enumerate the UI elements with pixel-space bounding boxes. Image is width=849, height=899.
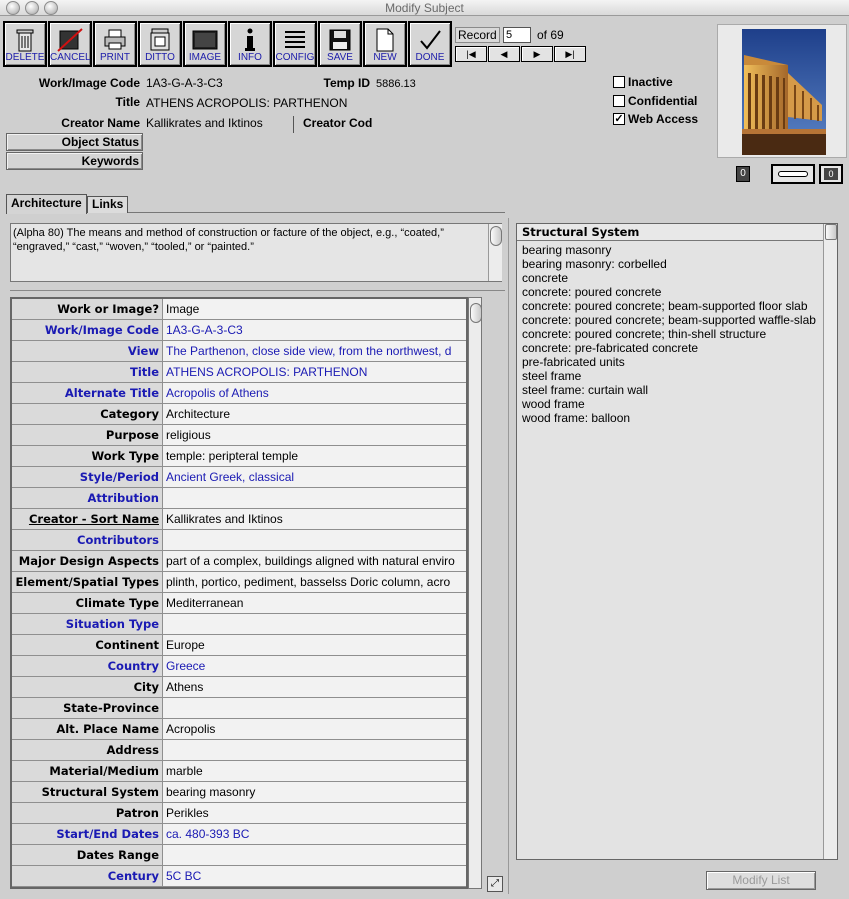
new-label: NEW: [373, 52, 397, 63]
title-label: Title: [115, 95, 140, 109]
web-access-check-box[interactable]: ✓: [614, 113, 624, 125]
field-label[interactable]: Alternate Title: [12, 383, 163, 403]
field-value[interactable]: Acropolis: [163, 719, 468, 739]
table-row: [12, 740, 468, 761]
tab-baseline: [87, 212, 505, 213]
field-value[interactable]: 5C BC: [163, 866, 468, 886]
field-label: Alt. Place Name: [12, 719, 163, 739]
image-preview[interactable]: [717, 24, 847, 158]
last-record-button[interactable]: [554, 46, 586, 62]
pane-divider: [508, 218, 509, 894]
floppy-icon: [320, 27, 360, 53]
list-item[interactable]: wood frame: [522, 397, 585, 411]
field-label[interactable]: Country: [12, 656, 163, 676]
creator-name-label: Creator Name: [61, 116, 140, 130]
new-document-icon: [365, 27, 405, 53]
ditto-button[interactable]: [138, 21, 182, 67]
list-scroll-thumb[interactable]: [825, 224, 837, 240]
config-button[interactable]: [273, 21, 317, 67]
web-access-checkbox[interactable]: [613, 112, 698, 126]
info-icon: [230, 27, 270, 53]
field-table-scrollbar[interactable]: [468, 297, 482, 889]
table-row: [12, 803, 468, 824]
description-scrollbar[interactable]: [488, 224, 502, 281]
first-record-button[interactable]: [455, 46, 487, 62]
save-label: SAVE: [327, 52, 353, 63]
list-item[interactable]: bearing masonry: [522, 243, 612, 257]
table-row: [12, 404, 468, 425]
field-value[interactable]: Europe: [163, 635, 468, 655]
field-label[interactable]: Century: [12, 866, 163, 886]
table-row: [12, 341, 468, 362]
field-label[interactable]: Contributors: [12, 530, 163, 550]
temp-id-value: 5886.13: [376, 78, 416, 90]
save-button[interactable]: [318, 21, 362, 67]
section-divider: [10, 290, 505, 291]
trash-icon: [5, 27, 45, 53]
work-code-label: Work/Image Code: [38, 76, 140, 90]
keywords-button[interactable]: Keywords: [6, 152, 143, 170]
field-value[interactable]: Acropolis of Athens: [163, 383, 468, 403]
field-value[interactable]: Athens: [163, 677, 468, 697]
object-status-button[interactable]: Object Status: [6, 133, 143, 151]
field-label: Work Type: [12, 446, 163, 466]
table-row: [12, 467, 468, 488]
parthenon-thumbnail: [718, 25, 848, 159]
next-icon: ▶: [533, 48, 541, 59]
delete-label: DELETE: [5, 52, 45, 63]
field-label: Material/Medium: [12, 761, 163, 781]
table-row: [12, 719, 468, 740]
confidential-check-box[interactable]: [613, 95, 625, 107]
creator-code-label: Creator Cod: [303, 116, 373, 130]
field-table: [10, 297, 468, 889]
table-row: [12, 635, 468, 656]
field-value[interactable]: [163, 845, 468, 865]
list-item[interactable]: steel frame: curtain wall: [522, 383, 649, 397]
record-count: of 69: [537, 28, 564, 42]
table-row: [12, 320, 468, 341]
field-label[interactable]: Start/End Dates: [12, 824, 163, 844]
table-row: [12, 551, 468, 572]
new-button[interactable]: [363, 21, 407, 67]
list-scrollbar[interactable]: [823, 224, 837, 859]
description-scroll-thumb[interactable]: [490, 226, 502, 246]
field-value[interactable]: [163, 698, 468, 718]
record-number-input[interactable]: [503, 27, 531, 43]
cancel-icon: [50, 27, 90, 53]
list-item[interactable]: concrete: poured concrete; beam-supported waffle-slab: [522, 313, 816, 327]
table-row: [12, 488, 468, 509]
field-value[interactable]: Image: [163, 299, 468, 319]
web-access-label: Web Access: [628, 112, 699, 126]
structural-system-list: [516, 223, 838, 860]
done-button[interactable]: [408, 21, 452, 67]
field-value[interactable]: Mediterranean: [163, 593, 468, 613]
title-value: ATHENS ACROPOLIS: PARTHENON: [146, 96, 348, 110]
field-label: Purpose: [12, 425, 163, 445]
field-value[interactable]: part of a complex, buildings aligned with natural enviro: [163, 551, 468, 571]
record-label: Record: [455, 27, 500, 43]
list-item[interactable]: concrete: poured concrete; thin-shell structure: [522, 327, 767, 341]
table-row: [12, 866, 468, 887]
field-value[interactable]: ca. 480-393 BC: [163, 824, 468, 844]
creator-name-value: Kallikrates and Iktinos: [146, 116, 263, 130]
delete-button[interactable]: [3, 21, 47, 67]
tab-links[interactable]: Links: [87, 196, 128, 213]
list-header: Structural System: [517, 224, 823, 241]
table-row: [12, 782, 468, 803]
confidential-label: Confidential: [628, 94, 698, 108]
ditto-label: DITTO: [145, 52, 175, 63]
field-value[interactable]: bearing masonry: [163, 782, 468, 802]
field-label: Element/Spatial Types: [12, 572, 163, 592]
field-value[interactable]: Kallikrates and Iktinos: [163, 509, 468, 529]
field-value[interactable]: [163, 614, 468, 634]
temp-id-label: Temp ID: [323, 76, 370, 90]
work-code-value: 1A3-G-A-3-C3: [146, 76, 223, 90]
window-title: Modify Subject: [385, 1, 464, 15]
slider-icon: [778, 171, 808, 177]
inactive-checkbox[interactable]: [613, 75, 673, 89]
field-value[interactable]: Perikles: [163, 803, 468, 823]
printer-icon: [95, 27, 135, 53]
field-description: [10, 223, 502, 282]
config-icon: [275, 27, 315, 53]
table-row: [12, 761, 468, 782]
field-label[interactable]: Work/Image Code: [12, 320, 163, 340]
image-icon: [185, 27, 225, 53]
field-value[interactable]: religious: [163, 425, 468, 445]
print-label: PRINT: [100, 52, 130, 63]
table-row: [12, 446, 468, 467]
field-value[interactable]: [163, 530, 468, 550]
table-row: [12, 593, 468, 614]
list-item[interactable]: steel frame: [522, 369, 582, 383]
table-row: [12, 509, 468, 530]
checkmark-icon: [410, 27, 450, 53]
field-label[interactable]: Situation Type: [12, 614, 163, 634]
field-label: Continent: [12, 635, 163, 655]
list-item[interactable]: pre-fabricated units: [522, 355, 625, 369]
table-row: [12, 845, 468, 866]
table-row: [12, 362, 468, 383]
list-item[interactable]: wood frame: balloon: [522, 411, 631, 425]
field-value[interactable]: [163, 488, 468, 508]
table-row: [12, 572, 468, 593]
table-row: [12, 530, 468, 551]
field-label: State-Province: [12, 698, 163, 718]
list-items: [522, 243, 822, 425]
field-label[interactable]: Title: [12, 362, 163, 382]
last-icon: ▶|: [565, 48, 575, 59]
field-label: Address: [12, 740, 163, 760]
cancel-button[interactable]: [48, 21, 92, 67]
toolbar: [3, 21, 453, 67]
field-value[interactable]: marble: [163, 761, 468, 781]
list-item[interactable]: bearing masonry: corbelled: [522, 257, 667, 271]
table-row: [12, 677, 468, 698]
preview-counter-left: 0: [736, 166, 750, 182]
field-value[interactable]: Architecture: [163, 404, 468, 424]
table-row: [12, 656, 468, 677]
field-label: City: [12, 677, 163, 697]
inactive-label: Inactive: [628, 75, 673, 89]
field-label: Major Design Aspects: [12, 551, 163, 571]
field-table-scroll-thumb[interactable]: [470, 303, 482, 323]
image-label: IMAGE: [188, 52, 222, 63]
preview-slider-button[interactable]: [771, 164, 815, 184]
info-label: INFO: [238, 52, 262, 63]
field-value[interactable]: temple: peripteral temple: [163, 446, 468, 466]
previous-icon: ◀: [500, 48, 508, 59]
field-label: Structural System: [12, 782, 163, 802]
title-bar: [0, 0, 849, 16]
previous-record-button[interactable]: [488, 46, 520, 62]
list-item[interactable]: concrete: pre-fabricated concrete: [522, 341, 699, 355]
table-row: [12, 824, 468, 845]
config-label: CONFIG: [275, 52, 315, 63]
list-item[interactable]: concrete: poured concrete: [522, 285, 662, 299]
tab-architecture[interactable]: Architecture: [6, 194, 87, 214]
description-text: (Alpha 80) The means and method of construction or facture of the object, e.g., “coated,” “engraved,” “cast,” “woven,” “tooled,” or “painted.”: [13, 227, 444, 253]
field-label: Category: [12, 404, 163, 424]
table-row: [12, 614, 468, 635]
inactive-check-box[interactable]: [613, 76, 625, 88]
cancel-label: CANCEL: [50, 52, 91, 63]
field-value[interactable]: Ancient Greek, classical: [163, 467, 468, 487]
print-button[interactable]: [93, 21, 137, 67]
field-label[interactable]: Style/Period: [12, 467, 163, 487]
preview-counter-right-button[interactable]: [819, 164, 843, 184]
info-button[interactable]: [228, 21, 272, 67]
field-value[interactable]: plinth, portico, pediment, basselss Doric column, acro: [163, 572, 468, 592]
modify-list-button[interactable]: Modify List: [706, 871, 816, 890]
field-label[interactable]: Attribution: [12, 488, 163, 508]
table-row: [12, 698, 468, 719]
table-row: [12, 425, 468, 446]
preview-counter-right: 0: [824, 168, 838, 180]
done-label: DONE: [415, 52, 445, 63]
list-item[interactable]: concrete: [522, 271, 569, 285]
list-item[interactable]: concrete: poured concrete; beam-supported floor slab: [522, 299, 808, 313]
table-row: [12, 299, 468, 320]
field-value[interactable]: Greece: [163, 656, 468, 676]
field-label: Climate Type: [12, 593, 163, 613]
field-value[interactable]: 1A3-G-A-3-C3: [163, 320, 468, 340]
image-button[interactable]: [183, 21, 227, 67]
first-icon: |◀: [466, 48, 476, 59]
field-label: Creator - Sort Name: [12, 509, 163, 529]
field-value[interactable]: [163, 740, 468, 760]
header-divider: [293, 116, 294, 133]
field-label[interactable]: View: [12, 341, 163, 361]
ditto-icon: [140, 27, 180, 53]
resize-icon[interactable]: ⤢: [487, 876, 503, 892]
table-row: [12, 383, 468, 404]
field-label: Work or Image?: [12, 299, 163, 319]
field-value[interactable]: ATHENS ACROPOLIS: PARTHENON: [163, 362, 468, 382]
confidential-checkbox[interactable]: [613, 94, 697, 108]
field-label: Dates Range: [12, 845, 163, 865]
field-value[interactable]: The Parthenon, close side view, from the northwest, d: [163, 341, 468, 361]
next-record-button[interactable]: [521, 46, 553, 62]
field-label: Patron: [12, 803, 163, 823]
